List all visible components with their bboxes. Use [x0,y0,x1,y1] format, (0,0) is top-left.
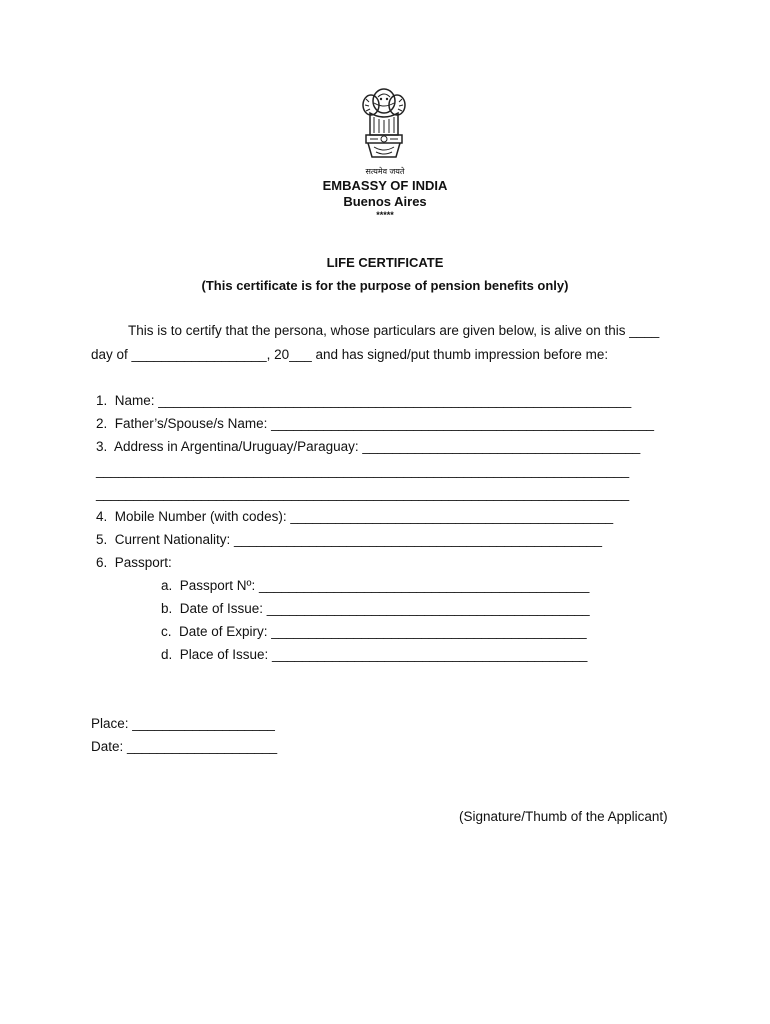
field-address-line-3: _______________________________________________________________________ [96,486,630,501]
place-field: Place: ___________________ [91,716,275,731]
field-passport: 6. Passport: [96,555,172,570]
ashoka-lion-capital-emblem-icon [356,85,412,165]
national-motto: सत्यमेव जयते [365,167,405,176]
embassy-name: EMBASSY OF INDIA [322,178,448,193]
intro-line-1: This is to certify that the persona, whose particulars are given below, is alive on this ____ [128,323,660,338]
signature-label: (Signature/Thumb of the Applicant) [459,809,668,824]
certificate-title: LIFE CERTIFICATE [326,255,444,270]
intro-line-2: day of __________________, 20___ and has signed/put thumb impression before me: [91,347,609,362]
field-address-line-2: _______________________________________________________________________ [96,463,630,478]
field-mobile-number: 4. Mobile Number (with codes): ___________________________________________ [96,509,614,524]
separator-stars: ***** [376,210,394,220]
field-date-of-issue: b. Date of Issue: ___________________________________________ [161,601,590,616]
field-name: 1. Name: _______________________________________________________________ [96,393,632,408]
field-place-of-issue: d. Place of Issue: __________________________________________ [161,647,588,662]
field-father-spouse-name: 2. Father’s/Spouse/s Name: ___________________________________________________ [96,416,654,431]
field-address: 3. Address in Argentina/Uruguay/Paraguay: _____________________________________ [96,439,641,454]
field-passport-number: a. Passport Nº: ____________________________________________ [161,578,590,593]
field-date-of-expiry: c. Date of Expiry: __________________________________________ [161,624,587,639]
field-current-nationality: 5. Current Nationality: _________________________________________________ [96,532,602,547]
embassy-city: Buenos Aires [343,194,427,209]
certificate-subtitle: (This certificate is for the purpose of pension benefits only) [201,278,569,293]
date-field: Date: ____________________ [91,739,278,754]
